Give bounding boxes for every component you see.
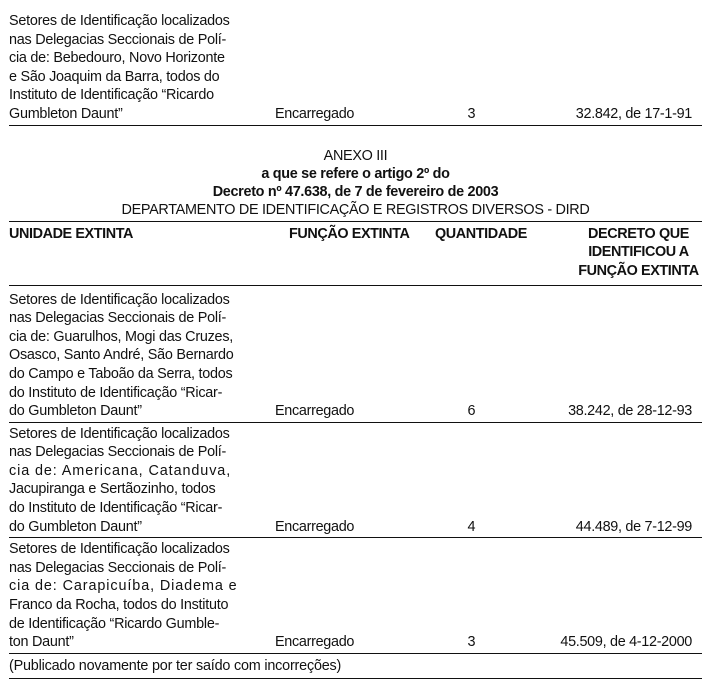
document-page <box>9 0 702 679</box>
table-header <box>9 221 702 286</box>
function-cell: Encarregado <box>275 634 355 651</box>
quantity-cell: 3 <box>467 105 476 122</box>
annex-department: DEPARTAMENTO DE IDENTIFICAÇÃO E REGISTROS DIVERSOS - DIRD <box>121 202 590 219</box>
decree-cell: 44.489, de 7-12-99 <box>575 518 692 535</box>
republication-note: (Publicado novamente por ter saído com incorreções) <box>9 654 702 680</box>
quantity-cell: 3 <box>467 634 476 651</box>
decree-cell: 45.509, de 4-12-2000 <box>560 634 692 651</box>
table-row-previous <box>9 0 702 126</box>
unit-line: cia de: Guarulhos, Mogi das Cruzes, <box>9 328 234 345</box>
unit-line: de Identificação “Ricardo Gumble- <box>9 615 220 632</box>
unit-line: cia de: Americana, Catanduva, <box>9 462 232 479</box>
unit-line: Osasco, Santo André, São Bernardo <box>9 347 234 364</box>
header-decree-line: IDENTIFICOU A <box>588 244 689 261</box>
table-row <box>9 538 702 654</box>
annex-decree-ref: Decreto nº 47.638, de 7 de fevereiro de 2003 <box>212 184 499 201</box>
unit-line: Setores de Identificação localizados <box>9 541 230 558</box>
header-decree-line: DECRETO QUE <box>588 225 689 242</box>
unit-cell <box>9 538 241 652</box>
unit-line: ton Daunt” <box>9 634 74 651</box>
decree-cell: 32.842, de 17-1-91 <box>575 105 692 122</box>
unit-line: nas Delegacias Seccionais de Polí- <box>9 31 227 48</box>
unit-line: cia de: Carapicuíba, Diadema e <box>9 578 238 595</box>
unit-cell <box>9 423 241 537</box>
unit-line: Jacupiranga e Sertãozinho, todos <box>9 481 216 498</box>
annex-title: ANEXO III <box>323 147 388 164</box>
unit-line: do Instituto de Identificação “Ricar- <box>9 384 223 401</box>
decree-cell: 38.242, de 28-12-93 <box>568 403 692 420</box>
header-quantity: QUANTIDADE <box>435 225 527 242</box>
unit-line: Setores de Identificação localizados <box>9 291 230 308</box>
header-function: FUNÇÃO EXTINTA <box>289 225 410 242</box>
unit-line: cia de: Bebedouro, Novo Horizonte <box>9 50 225 67</box>
quantity-cell: 4 <box>467 518 476 535</box>
unit-line: do Gumbleton Daunt” <box>9 403 142 420</box>
unit-cell <box>9 286 241 421</box>
function-cell: Encarregado <box>275 105 355 122</box>
unit-line: Franco da Rocha, todos do Instituto <box>9 597 229 614</box>
unit-line: Gumbleton Daunt” <box>9 105 123 122</box>
unit-line: nas Delegacias Seccionais de Polí- <box>9 444 227 461</box>
table-row <box>9 286 702 423</box>
unit-line: Setores de Identificação localizados <box>9 13 230 29</box>
unit-line: nas Delegacias Seccionais de Polí- <box>9 559 227 576</box>
unit-line: e São Joaquim da Barra, todos do <box>9 68 220 85</box>
unit-line: nas Delegacias Seccionais de Polí- <box>9 310 227 327</box>
function-cell: Encarregado <box>275 518 355 535</box>
annex-heading <box>9 147 702 220</box>
quantity-cell: 6 <box>467 403 476 420</box>
header-decree <box>575 225 702 281</box>
header-unit: UNIDADE EXTINTA <box>9 225 134 242</box>
table-row <box>9 423 702 539</box>
unit-line: Instituto de Identificação “Ricardo <box>9 87 214 104</box>
unit-line: do Instituto de Identificação “Ricar- <box>9 500 223 517</box>
unit-line: do Gumbleton Daunt” <box>9 518 142 535</box>
unit-line: do Campo e Taboão da Serra, todos <box>9 365 233 382</box>
annex-subtitle: a que se refere o artigo 2º do <box>261 165 450 182</box>
unit-cell <box>9 0 241 124</box>
header-decree-line: FUNÇÃO EXTINTA <box>578 262 699 279</box>
function-cell: Encarregado <box>275 403 355 420</box>
unit-line: Setores de Identificação localizados <box>9 425 230 442</box>
